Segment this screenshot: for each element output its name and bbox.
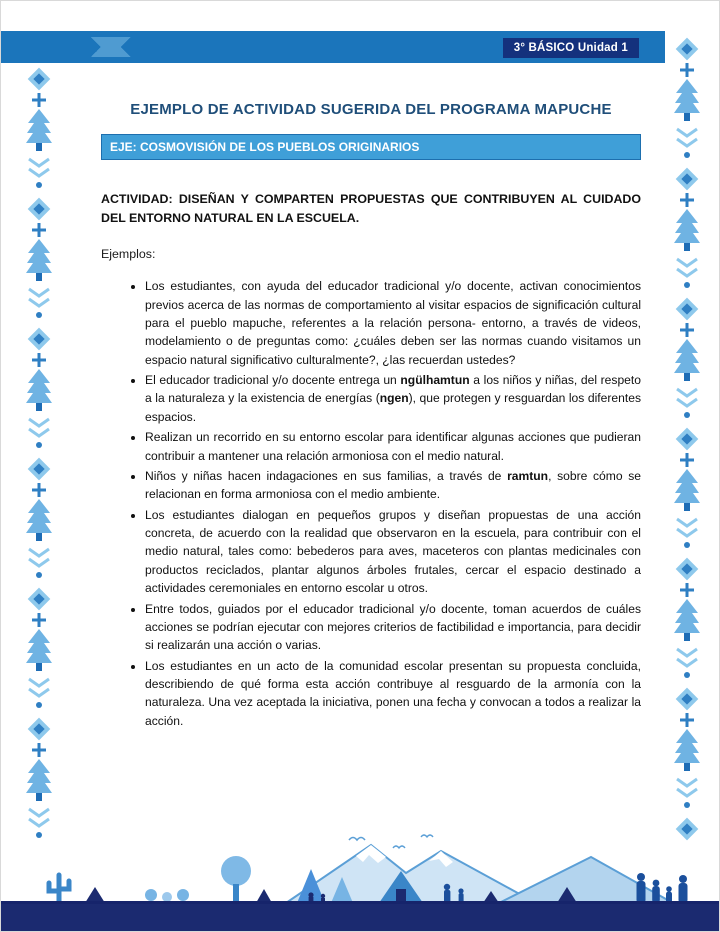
top-bar-ornament [71, 37, 151, 57]
right-ornament-border [667, 35, 707, 841]
list-item [145, 428, 641, 465]
bullet-text: Entre todos, guiados por el educador tradicional y/o docente, toman acuerdos de cuáles acciones se podrían ejecutar con mejores criterios de factibilidad e importancia, para decidir si realizarán una acción o varias. [145, 601, 641, 653]
mapudungun-term: ramtun [507, 468, 549, 483]
left-ornament-border [19, 65, 59, 841]
list-item [145, 657, 641, 731]
page-title: EJEMPLO DE ACTIVIDAD SUGERIDA DEL PROGRAMA MAPUCHE [130, 101, 612, 118]
bullet-text: Los estudiantes, con ayuda del educador tradicional y/o docente, activan conocimientos previos acerca de las normas de comportamiento al visitar espacios de significación cultural para el pueblo mapuche, referentes a la relación persona- entorno, a través de videos, modelamiento o de preguntas como: ¿cuáles deben ser las normas cuando visitamos un espacio natural significativo culturalmente?, ¿las recuerdan ustedes? [145, 279, 641, 367]
list-item [145, 600, 641, 655]
mapuche-pattern-right-icon [667, 35, 707, 841]
bullet-text: , sobre cómo se relacionan en forma armoniosa con el medio ambiente. [145, 468, 641, 502]
bullet-text: El educador tradicional y/o docente entrega un [145, 373, 401, 388]
list-item [145, 277, 641, 369]
landscape-icon [1, 831, 720, 931]
grade-unit-badge: 3° BÁSICO Unidad 1 [503, 38, 639, 58]
mapudungun-term: ngen [379, 391, 409, 406]
list-item [145, 467, 641, 504]
bullet-text: ), que protegen y resguardan los diferentes espacios. [145, 391, 641, 424]
bullet-text: a los niños y niñas, del respeto a la naturaleza y la existencia de energías ( [145, 373, 641, 406]
bullet-text: Niños y niñas hacen indagaciones en sus familias, a través de [145, 468, 508, 483]
examples-list [101, 277, 641, 730]
bullet-text: Los estudiantes dialogan en pequeños grupos y diseñan propuestas de una acción concreta, de acuerdo con la realidad que observaron en la escuela, para contribuir con el medio natural, tales como: bebederos para aves, maceteros con plantas medicinales con productos reciclados, plantar algunos árboles frutales, cercar el espacio destinado a actividades ceremoniales en entorno escolar u otros. [145, 507, 641, 596]
examples-label: Ejemplos: [101, 247, 156, 262]
mapuche-pattern-left-icon [19, 65, 59, 841]
mapudungun-term: ngülhamtun [400, 373, 470, 388]
list-item [145, 371, 641, 426]
eje-banner: EJE: COSMOVISIÓN DE LOS PUEBLOS ORIGINARIOS [101, 134, 641, 160]
bullet-text: Realizan un recorrido en su entorno escolar para identificar algunas acciones que pudieran contribuir a mantener una relación armoniosa con el medio natural. [145, 430, 641, 463]
list-item [145, 506, 641, 598]
activity-heading: ACTIVIDAD: DISEÑAN Y COMPARTEN PROPUESTAS QUE CONTRIBUYEN AL CUIDADO DEL ENTORNO NATURAL EN LA ESCUELA. [101, 192, 641, 225]
bullet-text: Los estudiantes en un acto de la comunidad escolar presentan su propuesta concluida, describiendo de qué forma esta acción contribuye al resguardo de la armonía con la naturaleza. Una vez aceptada la iniciativa, ponen una fecha y convocan a todos a realizar la acción. [145, 658, 641, 728]
landscape-illustration [1, 831, 720, 931]
content-column [101, 101, 641, 732]
